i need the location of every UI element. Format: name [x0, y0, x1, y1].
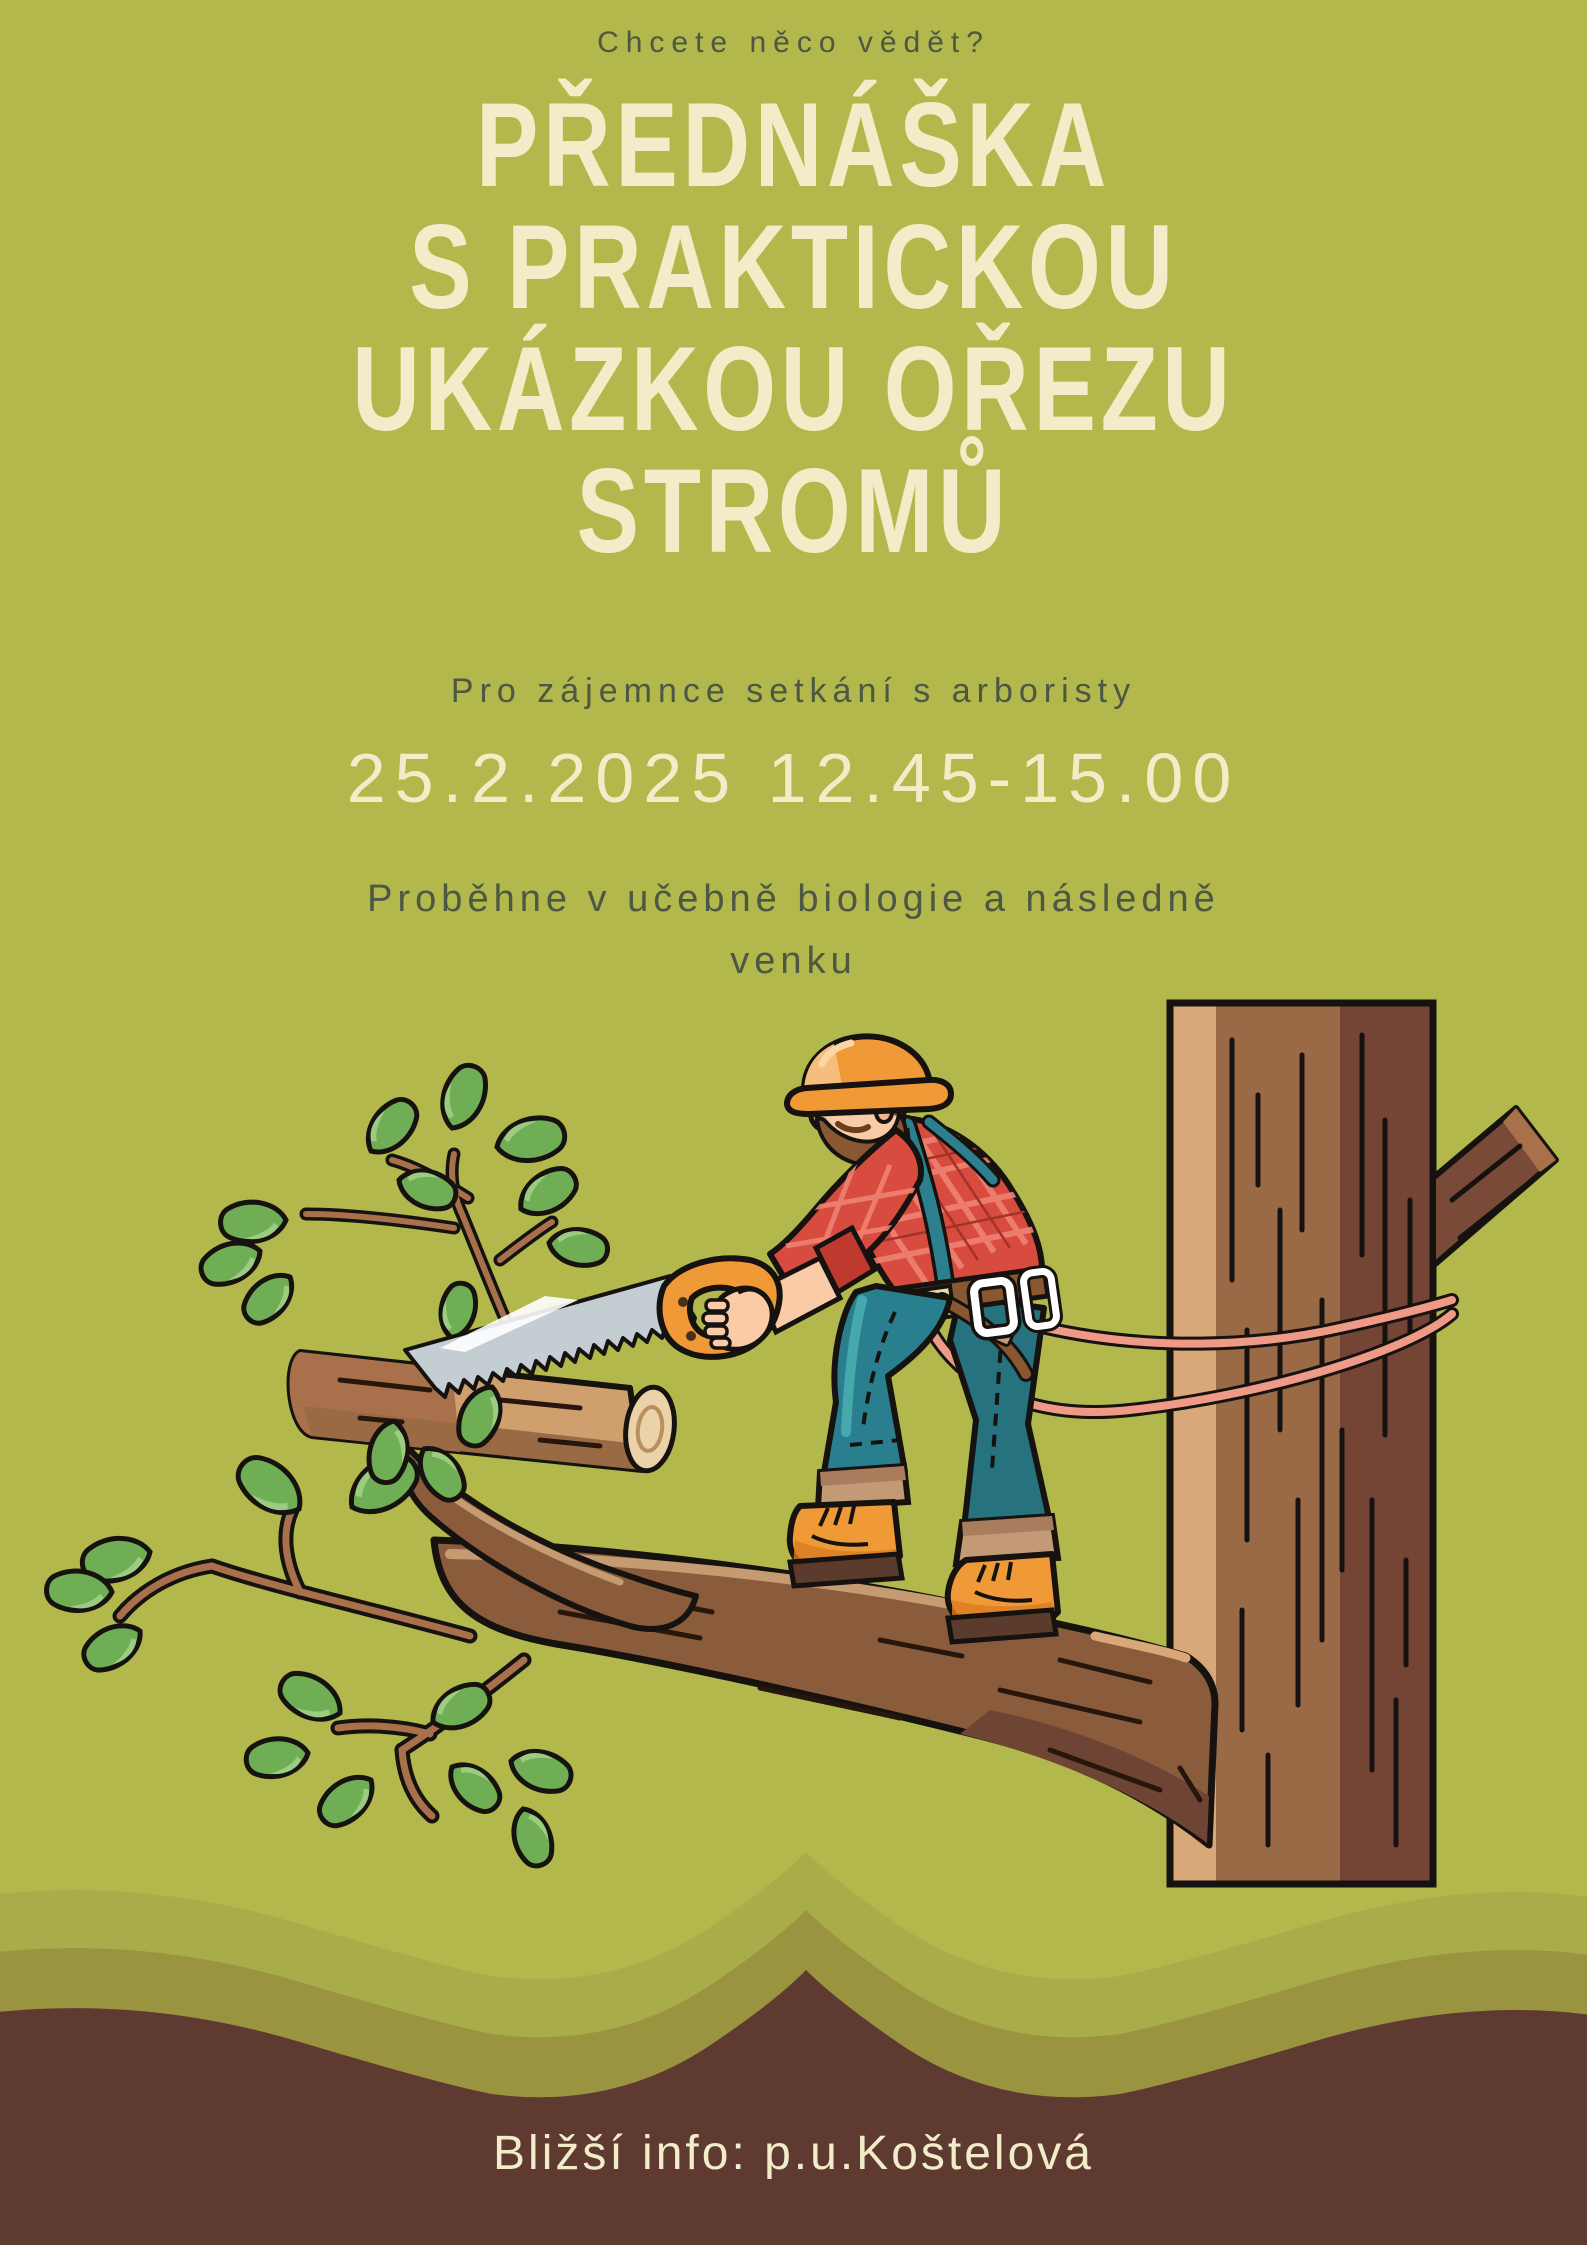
location-line-2: venku: [730, 940, 857, 982]
poster-title: [0, 78, 1587, 578]
subtitle-text: Pro zájemnce setkání s arboristy: [450, 672, 1137, 710]
tree-trunk: [1170, 1003, 1556, 1884]
event-datetime: 25.2.2025 12.45-15.00: [346, 739, 1241, 817]
title-line-3: UKÁZKOU OŘEZU: [352, 322, 1235, 456]
front-boot: [790, 1502, 902, 1586]
upper-leaves: [195, 1060, 610, 1332]
location-line-1: Proběhne v učebně biologie a následně: [367, 878, 1220, 920]
back-boot: [948, 1554, 1058, 1642]
lower-leaves: [46, 1445, 576, 1870]
contact-info: Bližší info: p.u.Koštelová: [493, 2127, 1094, 2180]
branch-stub: [1433, 1108, 1556, 1266]
eyebrow-text: Chcete něco vědět?: [597, 26, 990, 59]
hard-hat: [787, 1036, 951, 1114]
location-text: [0, 868, 1587, 992]
title-line-1: PŘEDNÁŠKA: [476, 78, 1111, 212]
arborist: [660, 1036, 1059, 1642]
title-line-2: S PRAKTICKOU: [409, 200, 1178, 334]
footer-waves: [0, 1852, 1587, 2245]
hand: [703, 1288, 772, 1349]
front-leg: [823, 1286, 950, 1478]
title-line-4: STROMŮ: [576, 444, 1011, 578]
